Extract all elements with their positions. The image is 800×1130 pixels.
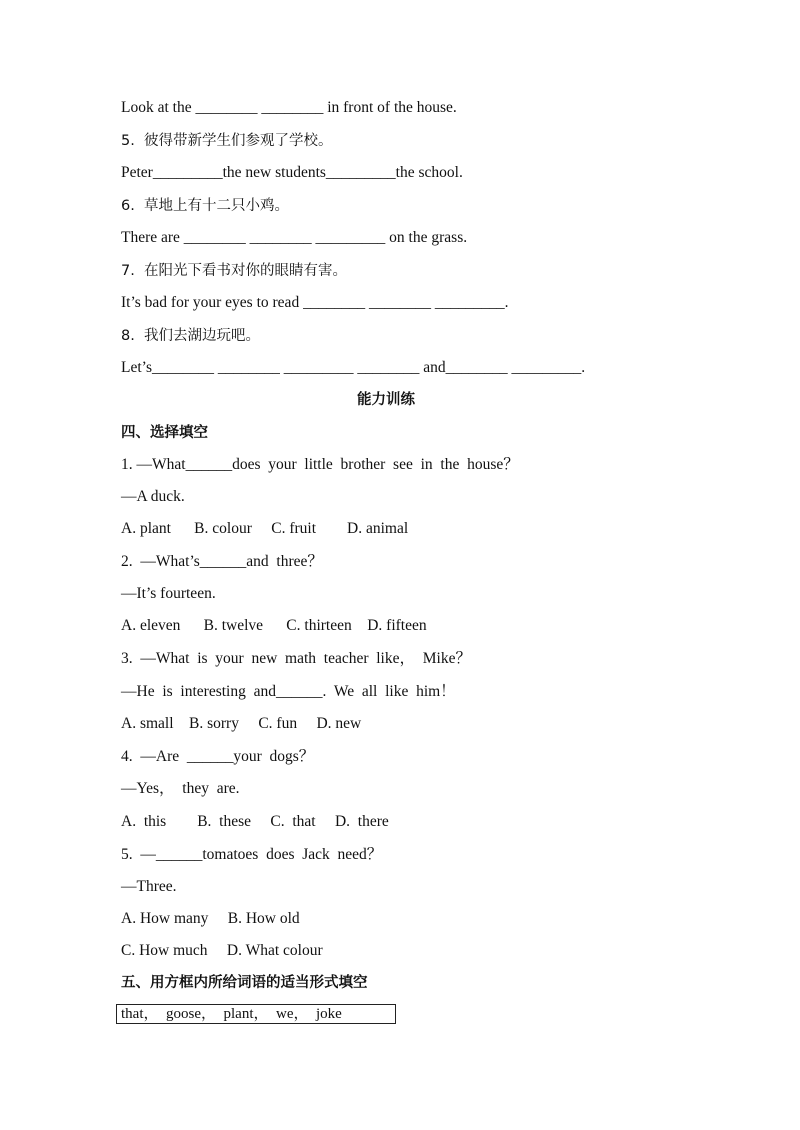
mc-options-1: A. plant B. colour C. fruit D. animal bbox=[121, 520, 409, 537]
mc-answer-4: —Yes， they are. bbox=[121, 780, 240, 797]
question-7-english: It’s bad for your eyes to read ________ ________ _________. bbox=[121, 294, 509, 311]
mc-options-5b: C. How much D. What colour bbox=[121, 942, 323, 959]
mc-options-3: A. small B. sorry C. fun D. new bbox=[121, 715, 362, 732]
mc-question-1: 1. —What______does your little brother see in the house？ bbox=[121, 456, 519, 473]
mc-question-5: 5. —______tomatoes does Jack need？ bbox=[121, 846, 383, 863]
mc-question-4: 4. —Are ______your dogs？ bbox=[121, 748, 315, 765]
mc-question-2: 2. —What’s______and three？ bbox=[121, 553, 323, 570]
question-8-english: Let’s________ ________ _________ ________ and________ _________. bbox=[121, 359, 586, 376]
question-8-chinese: 8. 我们去湖边玩吧。 bbox=[121, 328, 261, 344]
mc-question-3: 3. —What is your new math teacher like， Mike？ bbox=[121, 650, 471, 667]
mc-options-4: A. this B. these C. that D. there bbox=[121, 813, 389, 830]
section-heading-fill-in-box: 五、用方框内所给词语的适当形式填空 bbox=[121, 975, 368, 991]
section-heading-ability-training: 能力训练 bbox=[357, 392, 415, 408]
question-6-chinese: 6. 草地上有十二只小鸡。 bbox=[121, 198, 290, 214]
question-7-chinese: 7. 在阳光下看书对你的眼睛有害。 bbox=[121, 263, 348, 279]
question-5-english: Peter_________the new students_________the school. bbox=[121, 164, 463, 181]
mc-answer-5: —Three. bbox=[121, 878, 177, 895]
mc-answer-2: —It’s fourteen. bbox=[121, 585, 216, 602]
question-5-chinese: 5. 彼得带新学生们参观了学校。 bbox=[121, 133, 333, 149]
mc-options-5a: A. How many B. How old bbox=[121, 910, 300, 927]
question-6-english: There are ________ ________ _________ on the grass. bbox=[121, 229, 468, 246]
word-box bbox=[116, 1004, 396, 1024]
mc-answer-1: —A duck. bbox=[121, 488, 185, 505]
exercise-line-look-at: Look at the ________ ________ in front of the house. bbox=[121, 99, 457, 116]
section-heading-multiple-choice: 四、选择填空 bbox=[121, 425, 208, 441]
word-box-text: that， goose， plant， we， joke bbox=[121, 1006, 342, 1022]
mc-answer-3: —He is interesting and______. We all like him！ bbox=[121, 683, 456, 700]
mc-options-2: A. eleven B. twelve C. thirteen D. fifteen bbox=[121, 617, 427, 634]
